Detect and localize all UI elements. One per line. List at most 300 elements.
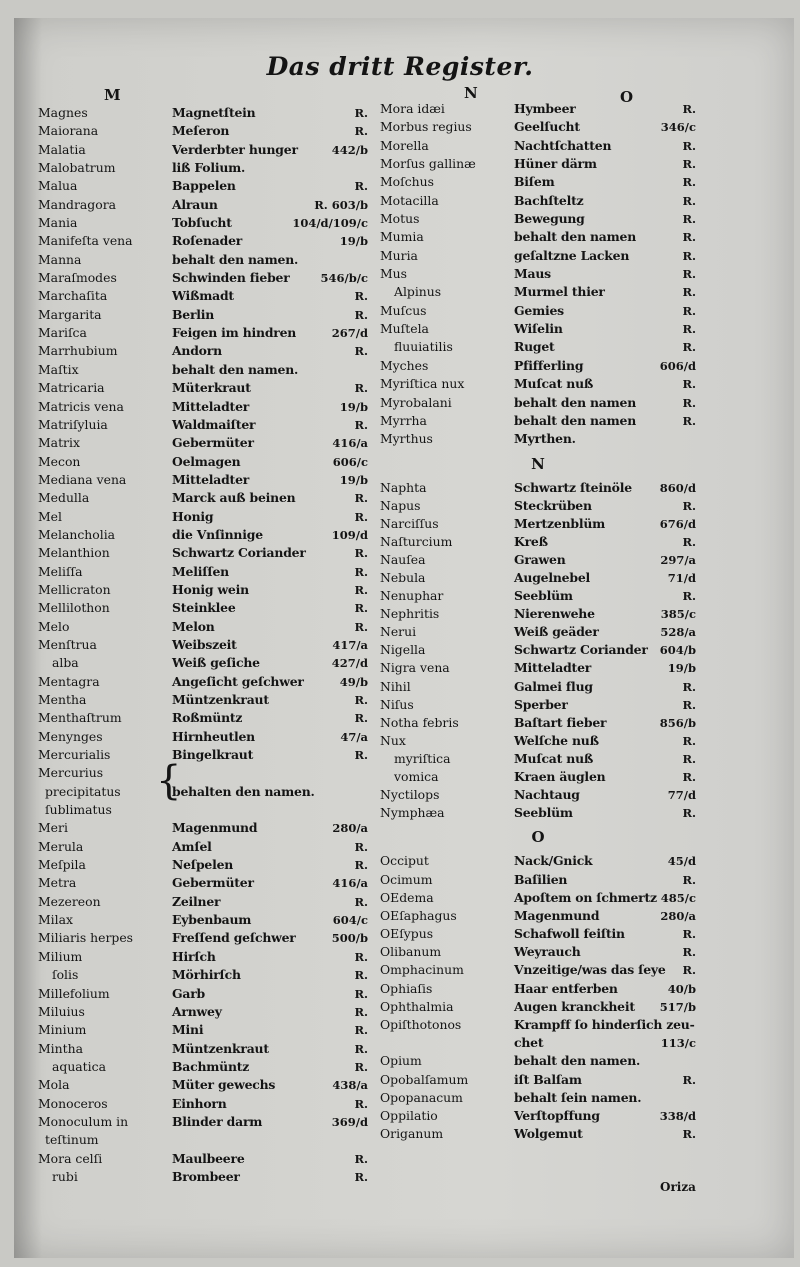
german-term: behalt den namen. bbox=[172, 361, 299, 377]
page-ref: R. bbox=[682, 806, 696, 821]
latin-term: Morella bbox=[380, 137, 429, 153]
latin-term: rubi bbox=[52, 1168, 78, 1184]
page-ref: 77/d bbox=[667, 788, 696, 803]
register-entry bbox=[38, 342, 368, 360]
latin-term: Margarita bbox=[38, 306, 102, 322]
german-term: Apoſtem on ſchmertz bbox=[514, 889, 657, 905]
page-ref: R. bbox=[682, 498, 696, 513]
german-term: Weiß geäder bbox=[514, 624, 599, 640]
german-term: behalt ſein namen. bbox=[514, 1089, 642, 1105]
german-term: Eybenbaum bbox=[172, 912, 252, 928]
page-ref: 546/b/c bbox=[320, 271, 368, 286]
latin-term: Muſcus bbox=[380, 302, 427, 318]
latin-term: Melancholia bbox=[38, 526, 116, 542]
register-entry bbox=[38, 324, 368, 342]
register-entry bbox=[38, 893, 368, 911]
latin-term: Opobalſamum bbox=[380, 1071, 469, 1087]
register-entry bbox=[380, 100, 696, 118]
german-term: Berlin bbox=[172, 306, 215, 322]
page-ref: R. bbox=[354, 381, 368, 396]
latin-term: OEſypus bbox=[380, 926, 434, 942]
latin-term: Notha febris bbox=[380, 714, 459, 730]
page-ref: R. bbox=[354, 894, 368, 909]
register-entry bbox=[380, 533, 696, 551]
page-ref: R. bbox=[682, 230, 696, 245]
register-entry bbox=[380, 173, 696, 191]
latin-term: Mus bbox=[380, 266, 408, 282]
german-term: Alraun bbox=[172, 196, 218, 212]
german-term: Magenmund bbox=[172, 820, 258, 836]
register-entry bbox=[380, 118, 696, 136]
latin-term: Moſchus bbox=[380, 174, 434, 190]
german-term: Pfifferling bbox=[514, 357, 584, 373]
page-ref: R. bbox=[354, 289, 368, 304]
register-entry bbox=[380, 714, 696, 732]
german-term: Tobſucht bbox=[172, 215, 232, 231]
german-term: behalt den namen bbox=[514, 394, 637, 410]
register-entry bbox=[38, 159, 368, 177]
page-ref: R. bbox=[682, 193, 696, 208]
german-term: Arnwey bbox=[172, 1003, 222, 1019]
latin-term: Meliſſa bbox=[38, 563, 83, 579]
german-term: Ruget bbox=[514, 339, 555, 355]
register-entry bbox=[38, 985, 368, 1003]
german-term: Augen kranckheit bbox=[514, 998, 635, 1014]
latin-term: ſublimatus bbox=[45, 802, 112, 818]
register-entry bbox=[38, 287, 368, 305]
german-term: Vnzeitige/was das ſeye bbox=[514, 962, 666, 978]
register-entry bbox=[38, 416, 368, 434]
german-term: Myrthen. bbox=[514, 431, 576, 447]
latin-term: Mariſca bbox=[38, 325, 87, 341]
latin-term: Opiſthotonos bbox=[380, 1017, 462, 1032]
page-ref: R. bbox=[354, 582, 368, 597]
german-term: Mörhirſch bbox=[172, 967, 241, 983]
register-entry bbox=[380, 732, 696, 750]
latin-term: Ocimum bbox=[380, 871, 433, 887]
latin-term: Menthaſtrum bbox=[38, 710, 122, 726]
german-term: Muſcat nuß bbox=[514, 750, 594, 766]
register-entry bbox=[380, 907, 696, 925]
catchword: Oriza bbox=[660, 1180, 696, 1194]
page-ref: R. bbox=[354, 124, 368, 139]
latin-term: Menſtrua bbox=[38, 636, 97, 652]
latin-term: Myriſtica nux bbox=[380, 376, 465, 392]
latin-term: Nux bbox=[380, 732, 406, 748]
german-term: behalt den namen bbox=[514, 412, 637, 428]
register-entry bbox=[380, 998, 696, 1016]
german-term: Maulbeere bbox=[172, 1150, 245, 1166]
register-entry bbox=[380, 1125, 696, 1143]
register-entry bbox=[380, 587, 696, 605]
german-term: chet bbox=[514, 1035, 544, 1051]
german-term: Hüner därm bbox=[514, 156, 597, 172]
register-entry bbox=[38, 1095, 368, 1113]
latin-term: Mellicraton bbox=[38, 581, 111, 597]
latin-term: Magnes bbox=[38, 105, 88, 120]
latin-term: Naſturcium bbox=[380, 533, 453, 549]
latin-term: Myches bbox=[380, 357, 429, 373]
german-term: Nack/Gnick bbox=[514, 853, 593, 869]
register-entry bbox=[38, 911, 368, 929]
german-term: Blinder darm bbox=[172, 1113, 263, 1129]
german-term: Meliſſen bbox=[172, 563, 229, 579]
register-entry bbox=[380, 137, 696, 155]
latin-term: Millefolium bbox=[38, 985, 110, 1001]
page-ref: R. bbox=[354, 1151, 368, 1166]
german-term: Bachmüntz bbox=[172, 1058, 250, 1074]
page-ref: 297/a bbox=[660, 552, 696, 567]
german-term: Nachtaug bbox=[514, 787, 580, 803]
german-term: Bewegung bbox=[514, 211, 585, 227]
latin-term: Manna bbox=[38, 251, 82, 267]
latin-term: Nauſea bbox=[380, 551, 426, 567]
register-entry bbox=[380, 320, 696, 338]
german-term: Schafwoll feiſtin bbox=[514, 926, 625, 942]
german-term: Gebermüter bbox=[172, 435, 254, 451]
latin-term: Ophiaſis bbox=[380, 980, 433, 996]
latin-term: Motus bbox=[380, 211, 420, 227]
register-entry bbox=[38, 471, 368, 489]
page-ref: R. bbox=[682, 175, 696, 190]
german-term: Geelſucht bbox=[514, 119, 580, 135]
register-entry bbox=[380, 210, 696, 228]
german-term: Steckrüben bbox=[514, 497, 592, 513]
latin-term: Nymphæa bbox=[380, 805, 445, 821]
german-term: Baſilien bbox=[514, 871, 568, 887]
page-ref: 113/c bbox=[660, 1036, 696, 1051]
latin-term: Maraſmodes bbox=[38, 270, 117, 286]
register-entry bbox=[380, 551, 696, 569]
register-entry bbox=[38, 709, 368, 727]
latin-term: Opopanacum bbox=[380, 1089, 463, 1105]
german-term: behalt den namen. bbox=[514, 1053, 641, 1069]
latin-term: Niſus bbox=[380, 696, 414, 712]
page-title: Das dritt Register. bbox=[266, 52, 534, 81]
page-ref: R. bbox=[354, 1023, 368, 1038]
page-ref: 71/d bbox=[667, 571, 696, 585]
register-entry bbox=[380, 641, 696, 659]
german-term: Haar entferben bbox=[514, 980, 618, 996]
page-ref: R. bbox=[354, 839, 368, 854]
latin-term: Merula bbox=[38, 838, 84, 854]
register-entry bbox=[380, 1071, 696, 1089]
german-term: Einhorn bbox=[172, 1095, 227, 1111]
page-ref: R. bbox=[682, 1127, 696, 1142]
page-ref: R. 603/b bbox=[314, 197, 368, 212]
latin-term: precipitatus bbox=[45, 783, 121, 799]
section-heading: N bbox=[531, 454, 545, 473]
latin-term: aquatica bbox=[52, 1058, 106, 1074]
latin-term: Melanthion bbox=[38, 545, 110, 561]
register-entry bbox=[38, 728, 368, 746]
german-term: Verſtopffung bbox=[514, 1107, 600, 1123]
heading-mid: N bbox=[464, 84, 478, 102]
register-entry bbox=[380, 768, 696, 786]
latin-term: Mel bbox=[38, 508, 62, 524]
page-ref: R. bbox=[354, 417, 368, 432]
latin-term: Myrobalani bbox=[380, 394, 452, 410]
latin-term: Mentagra bbox=[38, 673, 100, 689]
latin-term: Morbus regius bbox=[380, 119, 472, 135]
latin-term: teſtinum bbox=[45, 1132, 99, 1148]
page-ref: 280/a bbox=[660, 908, 696, 923]
page-ref: 369/d bbox=[331, 1114, 368, 1129]
latin-term: Monoceros bbox=[38, 1095, 108, 1111]
latin-term: Narciſſus bbox=[380, 515, 439, 531]
register-entry bbox=[380, 786, 696, 804]
german-term: Seeblüm bbox=[514, 588, 573, 604]
page-ref: R. bbox=[354, 1041, 368, 1056]
register-entry bbox=[38, 1168, 368, 1186]
register-entry bbox=[380, 750, 696, 768]
page-ref: 385/c bbox=[660, 607, 696, 622]
page-ref: R. bbox=[354, 179, 368, 194]
latin-term: Malatia bbox=[38, 141, 86, 157]
latin-term: OEſaphagus bbox=[380, 907, 457, 923]
latin-term: Medulla bbox=[38, 490, 90, 506]
german-term: Wolgemut bbox=[514, 1126, 583, 1142]
german-term: Wißmadt bbox=[172, 288, 234, 304]
page-ref: 40/b bbox=[667, 981, 696, 996]
register-entry bbox=[38, 1058, 368, 1076]
latin-term: myriſtica bbox=[394, 750, 451, 766]
latin-term: Myrthus bbox=[380, 431, 433, 447]
german-term: Müterkraut bbox=[172, 380, 251, 396]
german-term: Wiſelin bbox=[514, 321, 563, 337]
german-term: Schwartz Coriander bbox=[172, 545, 306, 561]
german-term: Hirſch bbox=[172, 948, 216, 964]
german-term: Amſel bbox=[172, 838, 212, 854]
register-entry bbox=[380, 515, 696, 533]
page-ref: 19/b bbox=[339, 472, 368, 487]
latin-term: Nigella bbox=[380, 642, 426, 658]
register-entry bbox=[380, 497, 696, 515]
german-term: Weibszeit bbox=[172, 636, 237, 652]
german-term: Gebermüter bbox=[172, 875, 254, 891]
german-term: die Vnſinnige bbox=[172, 526, 263, 542]
page-ref: R. bbox=[354, 1096, 368, 1111]
page-ref: R. bbox=[682, 212, 696, 227]
latin-term: Matriſyluia bbox=[38, 416, 108, 432]
register-entry bbox=[38, 361, 368, 379]
register-entry bbox=[38, 104, 368, 122]
register-entry bbox=[380, 283, 696, 301]
german-term: Honig wein bbox=[172, 581, 249, 597]
latin-term: Maiorana bbox=[38, 123, 99, 139]
latin-term: Melo bbox=[38, 618, 70, 634]
register-entry bbox=[38, 526, 368, 544]
register-entry bbox=[38, 636, 368, 654]
latin-term: Marrhubium bbox=[38, 343, 118, 359]
german-term: Schwartz ſteinöle bbox=[514, 479, 632, 495]
page-ref: R. bbox=[354, 344, 368, 359]
page-ref: R. bbox=[682, 322, 696, 337]
german-term: Galmei flug bbox=[514, 678, 593, 694]
german-term: Verderbter hunger bbox=[172, 141, 298, 157]
page-ref: 856/b bbox=[659, 715, 696, 730]
page-ref: R. bbox=[354, 106, 368, 120]
latin-term: Minium bbox=[38, 1022, 87, 1038]
register-entry bbox=[380, 871, 696, 889]
latin-term: Olibanum bbox=[380, 944, 442, 960]
register-entry bbox=[38, 379, 368, 397]
latin-term: Menynges bbox=[38, 728, 103, 744]
page-ref: R. bbox=[682, 751, 696, 766]
page-ref: R. bbox=[354, 509, 368, 524]
latin-term: Matricaria bbox=[38, 380, 105, 396]
register-entry bbox=[38, 177, 368, 195]
page-ref: 267/d bbox=[331, 326, 368, 341]
register-entry bbox=[38, 306, 368, 324]
latin-term: Matricis vena bbox=[38, 398, 124, 414]
page-ref: R. bbox=[682, 395, 696, 410]
page-ref: 417/a bbox=[332, 637, 368, 652]
latin-term: Nephritis bbox=[380, 606, 440, 622]
latin-term: Miluius bbox=[38, 1003, 85, 1019]
register-entry bbox=[38, 214, 368, 232]
german-term: Waldmaiſter bbox=[172, 416, 256, 432]
page-ref: 604/b bbox=[659, 643, 696, 658]
german-term: Müter gewechs bbox=[172, 1077, 276, 1093]
latin-term: Mola bbox=[38, 1077, 70, 1093]
latin-term: Maſtix bbox=[38, 361, 79, 377]
latin-term: Mora celſi bbox=[38, 1150, 103, 1166]
page-ref: R. bbox=[354, 986, 368, 1001]
register-entry bbox=[380, 852, 696, 870]
register-entry bbox=[380, 1052, 696, 1070]
german-term: Müntzenkraut bbox=[172, 1040, 269, 1056]
page-ref: R. bbox=[354, 1059, 368, 1074]
german-term: Mini bbox=[172, 1022, 204, 1038]
page-ref: 485/c bbox=[660, 890, 696, 905]
page-ref: R. bbox=[682, 770, 696, 785]
latin-term: Origanum bbox=[380, 1126, 444, 1142]
page-ref: 676/d bbox=[659, 516, 696, 531]
page-ref: R. bbox=[682, 138, 696, 153]
german-term: Murmel thier bbox=[514, 284, 605, 300]
german-term: behalten den namen. bbox=[172, 783, 315, 799]
page-ref: R. bbox=[682, 1072, 696, 1087]
register-entry bbox=[38, 489, 368, 507]
latin-term: Mania bbox=[38, 215, 78, 231]
register-entry bbox=[380, 394, 696, 412]
register-entry bbox=[380, 1016, 696, 1034]
german-term: Andorn bbox=[172, 343, 222, 359]
latin-term: Naphta bbox=[380, 479, 427, 495]
german-term: Grawen bbox=[514, 551, 566, 567]
register-entry bbox=[38, 948, 368, 966]
register-entry bbox=[380, 943, 696, 961]
german-term: Magnetſtein bbox=[172, 105, 256, 120]
latin-term: Mediana vena bbox=[38, 471, 127, 487]
page-ref: R. bbox=[354, 1169, 368, 1184]
page-ref: 104/d/109/c bbox=[292, 216, 368, 231]
register-entry bbox=[380, 889, 696, 907]
page-ref: 416/a bbox=[332, 876, 368, 891]
german-term: Müntzenkraut bbox=[172, 692, 269, 707]
register-entry bbox=[38, 141, 368, 159]
register-entry bbox=[380, 302, 696, 320]
german-term: Neſpelen bbox=[172, 857, 234, 873]
page-ref: R. bbox=[682, 102, 696, 116]
german-term: Krampff ſo hinderſich zeu- bbox=[514, 1017, 695, 1032]
latin-term: Nenuphar bbox=[380, 588, 444, 604]
page-ref: 19/b bbox=[339, 234, 368, 249]
latin-term: vomica bbox=[394, 769, 439, 785]
register-entry bbox=[38, 801, 368, 819]
register-entry bbox=[38, 691, 368, 709]
page-ref: 606/c bbox=[332, 454, 368, 469]
german-term: Kreß bbox=[514, 533, 548, 549]
page-ref: R. bbox=[682, 963, 696, 978]
german-term: Steinklee bbox=[172, 600, 236, 616]
latin-term: Ophthalmia bbox=[380, 998, 454, 1014]
latin-term: Mentha bbox=[38, 692, 87, 707]
page-ref: R. bbox=[682, 157, 696, 172]
german-term: Kraen äuglen bbox=[514, 769, 606, 785]
latin-term: ſolis bbox=[52, 967, 79, 983]
register-entry bbox=[38, 599, 368, 617]
register-entry bbox=[38, 838, 368, 856]
register-entry bbox=[380, 375, 696, 393]
page-ref: 47/a bbox=[340, 729, 368, 744]
register-entry bbox=[38, 654, 368, 672]
german-term: Meſeron bbox=[172, 123, 230, 139]
latin-term: Napus bbox=[380, 497, 421, 513]
latin-term: OEdema bbox=[380, 889, 434, 905]
german-term: Roßmüntz bbox=[172, 710, 243, 726]
german-term: Seeblüm bbox=[514, 805, 573, 821]
german-term: Bachſteltz bbox=[514, 192, 584, 208]
german-term: Mertzenblüm bbox=[514, 515, 606, 531]
register-entry bbox=[38, 966, 368, 984]
page-ref: R. bbox=[354, 546, 368, 561]
register-entry bbox=[380, 412, 696, 430]
german-term: Bappelen bbox=[172, 178, 236, 194]
register-entry bbox=[38, 764, 368, 782]
page-ref: R. bbox=[354, 601, 368, 616]
register-entry bbox=[380, 1089, 696, 1107]
german-term: Bingelkraut bbox=[172, 747, 254, 763]
page-ref: R. bbox=[682, 927, 696, 942]
register-entry bbox=[380, 357, 696, 375]
right-column bbox=[380, 100, 696, 1143]
latin-term: Mintha bbox=[38, 1040, 83, 1056]
register-entry bbox=[380, 804, 696, 822]
page-ref: R. bbox=[682, 733, 696, 748]
page-ref: R. bbox=[682, 340, 696, 355]
latin-term: Malobatrum bbox=[38, 160, 116, 176]
section-heading: O bbox=[531, 828, 545, 847]
page-ref: 517/b bbox=[659, 999, 696, 1014]
latin-term: Alpinus bbox=[394, 284, 442, 300]
latin-term: Mercurialis bbox=[38, 747, 111, 763]
register-entry bbox=[380, 925, 696, 943]
register-entry bbox=[380, 980, 696, 998]
page-ref: 438/a bbox=[332, 1078, 368, 1093]
page-ref: R. bbox=[682, 534, 696, 549]
register-entry bbox=[380, 1034, 696, 1052]
latin-term: Manifeſta vena bbox=[38, 233, 133, 249]
latin-term: Mora idæi bbox=[380, 101, 445, 116]
register-entry bbox=[38, 508, 368, 526]
page-ref: 346/c bbox=[660, 120, 696, 135]
german-term: Mitteladter bbox=[172, 398, 250, 414]
page-ref: 19/b bbox=[339, 399, 368, 414]
latin-term: Mellilothon bbox=[38, 600, 110, 616]
german-term: Zeilner bbox=[172, 893, 221, 909]
